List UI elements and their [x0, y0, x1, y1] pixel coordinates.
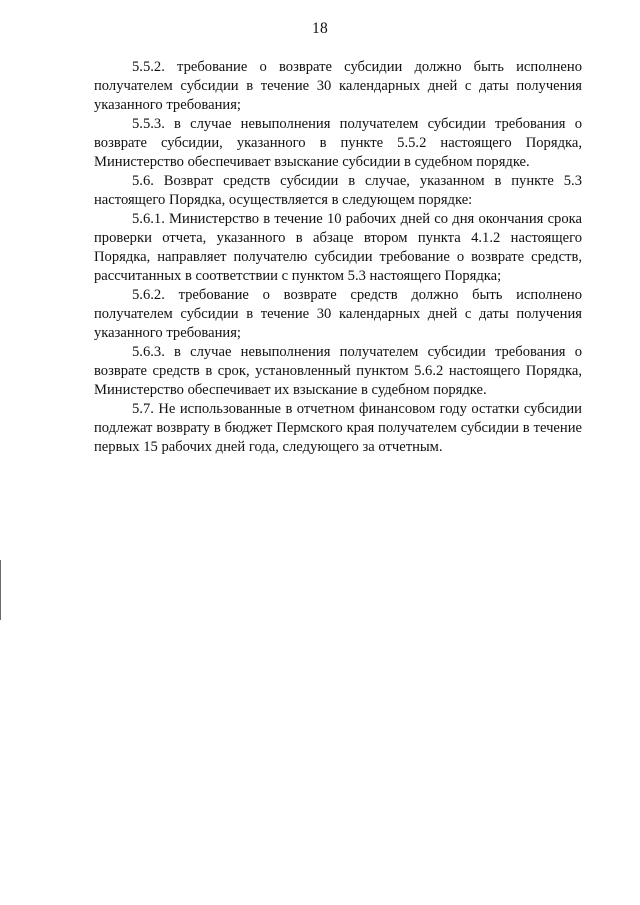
paragraph-5-6-2: 5.6.2. требование о возврате средств должно быть исполнено получателем субсидии в течение 30 календарных дней с даты получения указанного требования;: [94, 287, 582, 341]
paragraph-5-5-3: 5.5.3. в случае невыполнения получателем субсидии требования о возврате субсидии, указанного в пункте 5.5.2 настоящего Порядка, Министерство обеспечивает взыскание субсидии в судебном порядке.: [94, 116, 582, 170]
paragraph-5-7: 5.7. Не использованные в отчетном финансовом году остатки субсидии подлежат возврату в бюджет Пермского края получателем субсидии в течение первых 15 рабочих дней года, следующего за отчетным.: [94, 401, 582, 455]
paragraph-5-5-2: 5.5.2. требование о возврате субсидии должно быть исполнено получателем субсидии в течение 30 календарных дней с даты получения указанного требования;: [94, 59, 582, 113]
paragraph-5-6-3: 5.6.3. в случае невыполнения получателем субсидии требования о возврате средств в срок, установленный пунктом 5.6.2 настоящего Порядка, Министерство обеспечивает их взыскание в судебном порядке.: [94, 344, 582, 398]
scan-edge-mark: [0, 560, 1, 620]
paragraph-5-6: 5.6. Возврат средств субсидии в случае, указанном в пункте 5.3 настоящего Порядка, осуществляется в следующем порядке:: [94, 173, 582, 208]
page-number: 18: [311, 20, 329, 37]
paragraph-5-6-1: 5.6.1. Министерство в течение 10 рабочих дней со дня окончания срока проверки отчета, указанного в абзаце втором пункта 4.1.2 настоящего Порядка, направляет получателю субсидии требование о возврате средств, рассчитанных в соответствии с пунктом 5.3 настоящего Порядка;: [94, 211, 582, 284]
document-body: [94, 58, 582, 457]
